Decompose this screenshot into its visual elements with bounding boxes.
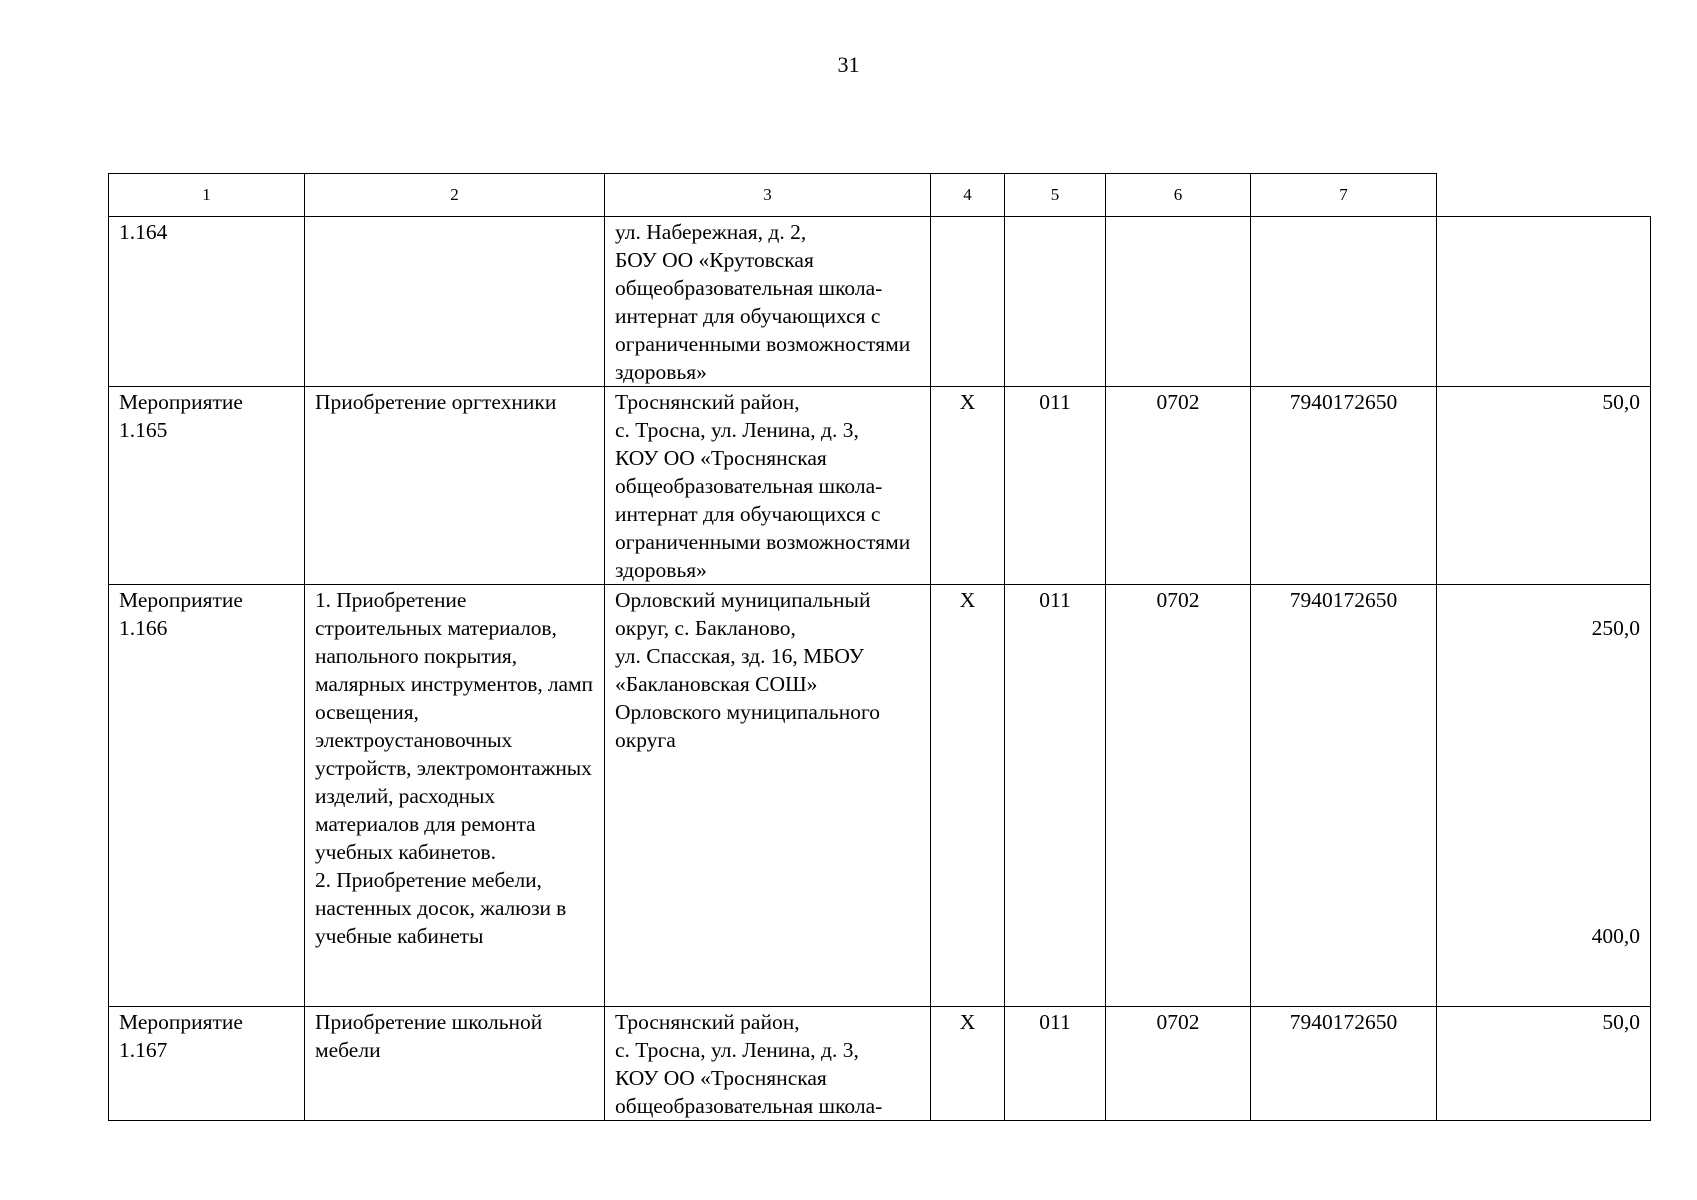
header-col-7: 7 bbox=[1251, 174, 1437, 217]
page-number: 31 bbox=[837, 52, 860, 77]
row-col4: 011 bbox=[1005, 387, 1106, 585]
row-col7: 50,0 bbox=[1437, 1007, 1651, 1121]
row-col5: 0702 bbox=[1106, 387, 1251, 585]
row-name: 1. Приобретение строительных материалов, напольного покрытия, малярных инструментов, ламп освещения, электроустановочных устройств, электромонтажных изделий, расходных материалов для ремонта учебных кабинетов. 2. Приобретение мебели, настенных досок, жалюзи в учебные кабинеты bbox=[305, 585, 605, 1007]
row-name: Приобретение школьной мебели bbox=[305, 1007, 605, 1121]
row-col3: Х bbox=[931, 1007, 1005, 1121]
table-row bbox=[109, 585, 1651, 1007]
header-col-6: 6 bbox=[1106, 174, 1251, 217]
row-address: Орловский муниципальный округ, с. Бакланово, ул. Спасская, зд. 16, МБОУ «Баклановская СОШ» Орловского муниципального округа bbox=[605, 585, 931, 1007]
row-address: Троснянский район, с. Тросна, ул. Ленина, д. 3, КОУ ОО «Троснянская общеобразовательная школа-интернат для обучающихся с ограниченными возможностями здоровья» bbox=[605, 387, 931, 585]
header-col-2: 2 bbox=[305, 174, 605, 217]
row-col5 bbox=[1106, 217, 1251, 387]
table-row bbox=[109, 1007, 1651, 1121]
row-col4: 011 bbox=[1005, 585, 1106, 1007]
row-col3: Х bbox=[931, 387, 1005, 585]
row-address: Троснянский район, с. Тросна, ул. Ленина, д. 3, КОУ ОО «Троснянская общеобразовательная школа- bbox=[605, 1007, 931, 1121]
row-col3: Х bbox=[931, 585, 1005, 1007]
row-name bbox=[305, 217, 605, 387]
row-id: 1.164 bbox=[109, 217, 305, 387]
amount-primary: 250,0 bbox=[1591, 616, 1640, 640]
row-col4: 011 bbox=[1005, 1007, 1106, 1121]
header-col-3: 3 bbox=[605, 174, 931, 217]
row-col7: 50,0 bbox=[1437, 387, 1651, 585]
header-col-4: 4 bbox=[931, 174, 1005, 217]
row-col4 bbox=[1005, 217, 1106, 387]
budget-table bbox=[108, 173, 1651, 1121]
row-col5: 0702 bbox=[1106, 1007, 1251, 1121]
row-col6: 7940172650 bbox=[1251, 387, 1437, 585]
row-col3 bbox=[931, 217, 1005, 387]
table-row bbox=[109, 387, 1651, 585]
row-id: Мероприятие 1.166 bbox=[109, 585, 305, 1007]
header-col-5: 5 bbox=[1005, 174, 1106, 217]
row-col6: 7940172650 bbox=[1251, 585, 1437, 1007]
row-col7 bbox=[1437, 217, 1651, 387]
row-col6 bbox=[1251, 217, 1437, 387]
row-id: Мероприятие 1.167 bbox=[109, 1007, 305, 1121]
row-name: Приобретение оргтехники bbox=[305, 387, 605, 585]
row-col5: 0702 bbox=[1106, 585, 1251, 1007]
header-col-1: 1 bbox=[109, 174, 305, 217]
header-row bbox=[109, 174, 1651, 217]
amount-secondary: 400,0 bbox=[1591, 924, 1640, 948]
row-address: ул. Набережная, д. 2, БОУ ОО «Крутовская общеобразовательная школа-интернат для обучающихся с ограниченными возможностями здоровья» bbox=[605, 217, 931, 387]
row-col6: 7940172650 bbox=[1251, 1007, 1437, 1121]
row-col7-cell bbox=[1437, 585, 1651, 1007]
table-row bbox=[109, 217, 1651, 387]
row-id: Мероприятие 1.165 bbox=[109, 387, 305, 585]
